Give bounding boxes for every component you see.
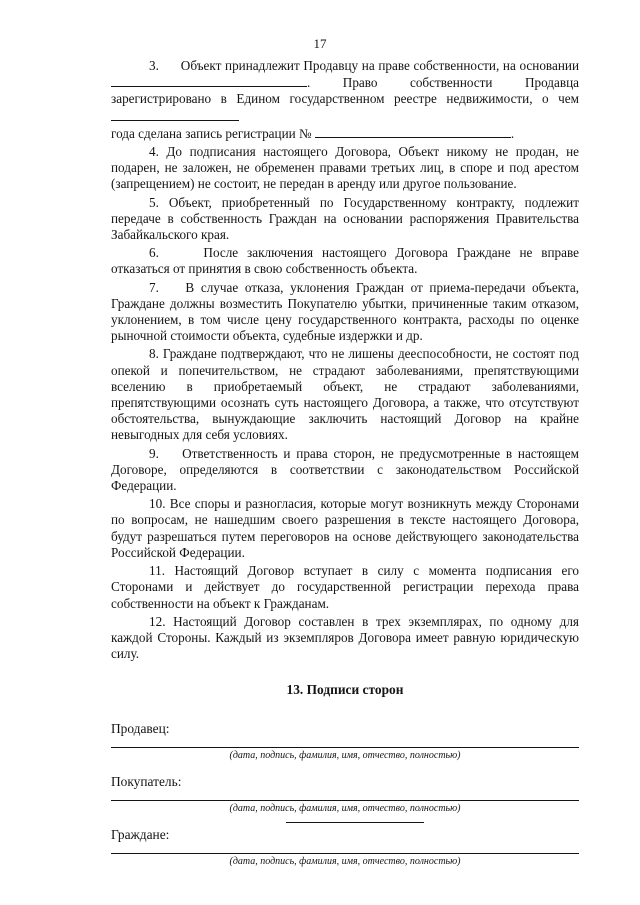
clause-10: 10. Все споры и разногласия, которые могут возникнуть между Сторонами по вопросам, не нашедшим своего разрешения в тексте настоящего Договора, будут разрешаться путем переговоров на основе действующего законодательства Российской Федерации. — [111, 496, 579, 560]
basis-blank[interactable] — [111, 74, 307, 87]
clause-3 — [111, 58, 579, 142]
clause-3-part-d: . — [510, 125, 515, 141]
clause-5: 5. Объект, приобретенный по Государственному контракту, подлежит передаче в собственность Граждан на основании распоряжения Правительства Забайкальского края. — [111, 194, 579, 243]
signatures-heading: 13. Подписи сторон — [286, 682, 404, 698]
buyer-signature-line[interactable] — [111, 790, 579, 801]
clause-12: 12. Настоящий Договор составлен в трех экземплярах, по одному для каждой Стороны. Каждый из экземпляров Договора имеет равную юридическую силу. — [111, 613, 579, 662]
clause-3-part-a: 3. Объект принадлежит Продавцу на праве собственности, на основании — [149, 58, 579, 73]
clause-6: 6. После заключения настоящего Договора Граждане не вправе отказаться от принятия в свою собственность объекта. — [111, 245, 579, 277]
clause-9: 9. Ответственность и права сторон, не предусмотренные в настоящем Договоре, определяются в соответствии с законодательством Российской Федерации. — [111, 445, 579, 494]
clause-3-part-c: года сделана запись регистрации № — [111, 125, 312, 141]
seller-signature-line[interactable] — [111, 737, 579, 748]
clause-8: 8. Граждане подтверждают, что не лишены дееспособности, не состоят под опекой и попечительством, не страдают заболеваниями, препятствующими вселению в приобретаемый объект, не страдают заболеваниями, препятствующими осознать суть настоящего Договора, а также, что отсутствуют обстоятельства, вынуждающие заключить настоящий Договор на крайне невыгодных для себя условиях. — [111, 346, 579, 443]
contract-body — [111, 58, 579, 880]
citizens-signature-line[interactable] — [111, 843, 579, 854]
footer-rule — [286, 822, 424, 823]
buyer-signature-hint: (дата, подпись, фамилия, имя, отчество, полностью) — [229, 802, 461, 814]
citizens-label: Граждане: — [111, 826, 170, 842]
page-number: 17 — [313, 36, 327, 51]
citizens-signature-hint: (дата, подпись, фамилия, имя, отчество, полностью) — [229, 855, 461, 867]
clause-4: 4. До подписания настоящего Договора, Объект никому не продан, не подарен, не заложен, не обременен правами третьих лиц, в споре и под арестом (запрещением) не состоит, не передан в аренду или другое пользование. — [111, 144, 579, 192]
clause-11: 11. Настоящий Договор вступает в силу с момента подписания его Сторонами и действует до государственной регистрации перехода права собственности на объект к Гражданам. — [111, 563, 579, 611]
registration-number-blank[interactable] — [315, 125, 511, 138]
buyer-label: Покупатель: — [111, 773, 182, 789]
clause-7: 7. В случае отказа, уклонения Граждан от приема-передачи объекта, Граждане должны возместить Покупателю убытки, причиненные таким отказом, уклонением, в том числе цену государственного контракта, расходы по оценке рыночной стоимости объекта, судебные издержки и др. — [111, 279, 579, 344]
seller-label: Продавец: — [111, 720, 170, 736]
clause-3-part-b: . Право собственности Продавца зарегистрировано в Едином государственном реестре недвижимости, о чем — [111, 75, 579, 107]
seller-signature-hint: (дата, подпись, фамилия, имя, отчество, полностью) — [229, 749, 461, 761]
record-date-blank[interactable] — [111, 108, 239, 121]
